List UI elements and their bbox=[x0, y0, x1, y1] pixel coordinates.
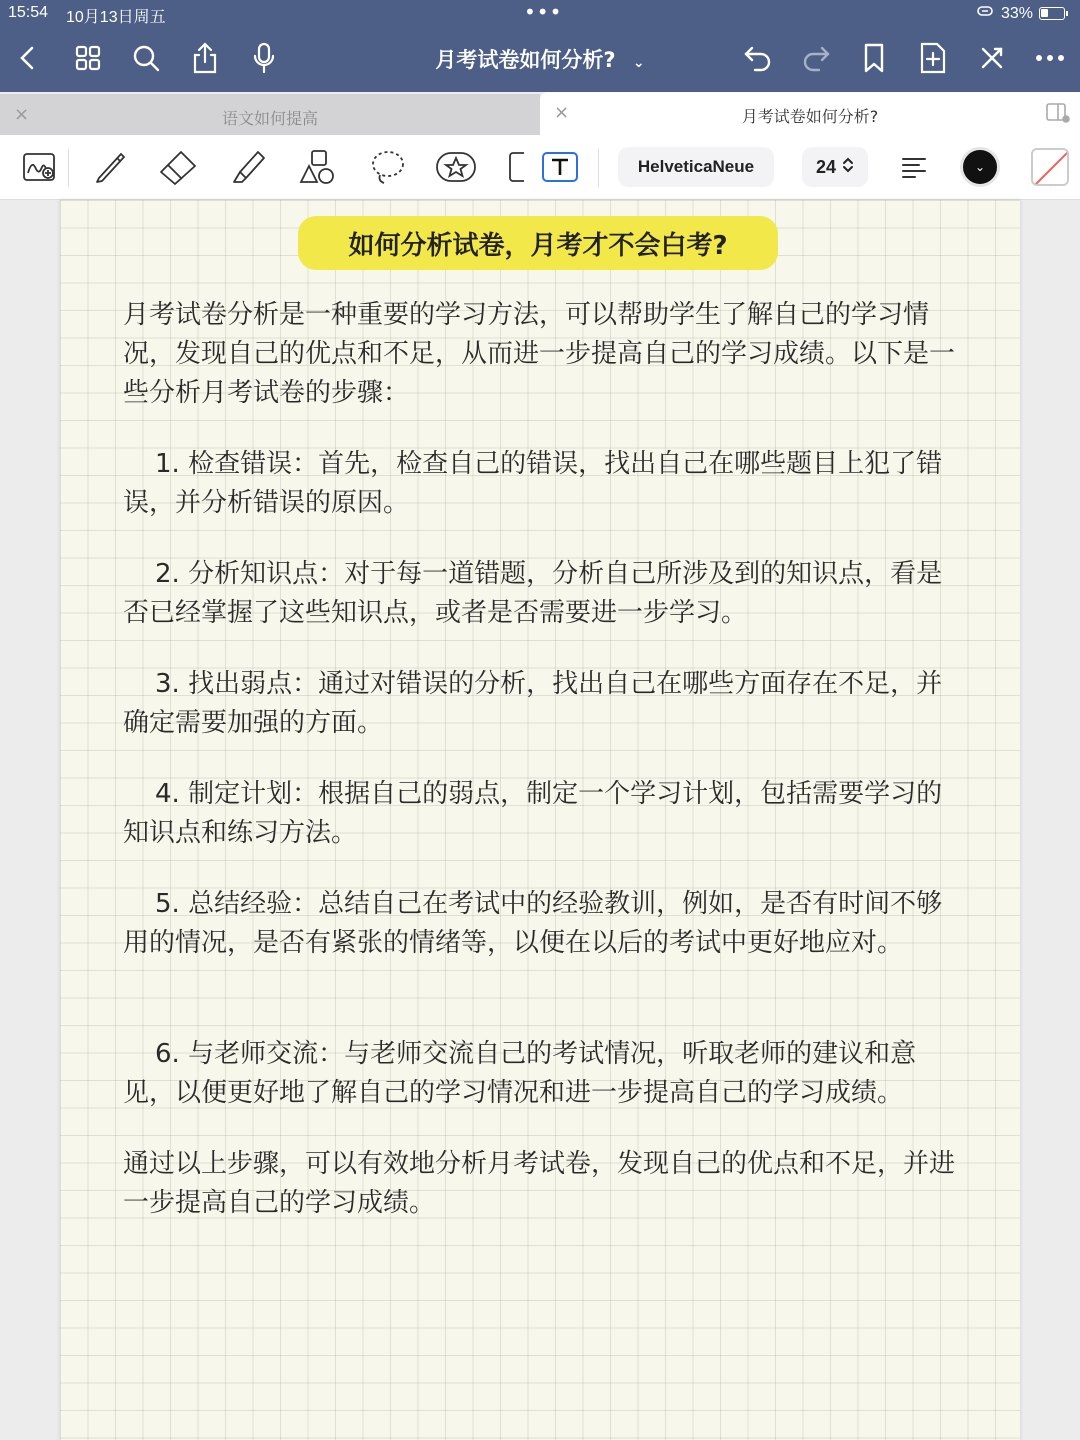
bookmark-icon[interactable] bbox=[856, 40, 892, 76]
step-3[interactable]: 3. 找出弱点：通过对错误的分析，找出自己在哪些方面存在不足，并确定需要加强的方面。 bbox=[123, 669, 943, 738]
step-4[interactable]: 4. 制定计划：根据自己的弱点，制定一个学习计划，包括需要学习的知识点和练习方法。 bbox=[123, 779, 943, 848]
color-picker-button[interactable] bbox=[960, 147, 1000, 187]
undo-icon[interactable] bbox=[740, 40, 776, 76]
step-5[interactable]: 5. 总结经验：总结自己在考试中的经验教训，例如，是否有时间不够用的情况，是否有紧张的情绪等，以便在以后的考试中更好地应对。 bbox=[123, 889, 943, 958]
chevron-down-icon: ⌄ bbox=[974, 160, 986, 174]
font-size-stepper[interactable] bbox=[802, 147, 868, 187]
tool-bar bbox=[0, 135, 1080, 200]
redo-icon[interactable] bbox=[798, 40, 834, 76]
step-6[interactable]: 6. 与老师交流：与老师交流自己的考试情况，听取老师的建议和意见，以便更好地了解自己的学习情况和进一步提高自己的学习成绩。 bbox=[123, 1039, 917, 1108]
lasso-icon[interactable] bbox=[366, 145, 410, 189]
search-icon[interactable] bbox=[128, 40, 164, 76]
conclusion-paragraph[interactable]: 通过以上步骤，可以有效地分析月考试卷，发现自己的优点和不足，并进一步提高自己的学习成绩。 bbox=[123, 1149, 956, 1218]
pen-icon[interactable] bbox=[88, 145, 132, 189]
status-right bbox=[975, 4, 1068, 23]
tab-chinese[interactable] bbox=[0, 94, 540, 135]
share-icon[interactable] bbox=[187, 40, 223, 76]
tab-label: 语文如何提高 bbox=[221, 109, 318, 128]
link-icon bbox=[975, 4, 995, 23]
close-icon[interactable]: × bbox=[554, 102, 570, 123]
more-icon[interactable] bbox=[1032, 40, 1068, 76]
tab-bar bbox=[0, 92, 1080, 135]
align-left-icon[interactable] bbox=[892, 145, 936, 189]
font-family-button[interactable]: HelveticaNeue bbox=[618, 147, 774, 187]
top-bar bbox=[0, 0, 1080, 92]
handwriting-icon[interactable] bbox=[18, 145, 62, 189]
tab-monthly-exam[interactable] bbox=[540, 92, 1080, 135]
document-title[interactable]: 月考试卷如何分析? ⌄ bbox=[435, 48, 645, 72]
microphone-icon[interactable] bbox=[246, 40, 282, 76]
battery-percent: 33% bbox=[1000, 4, 1033, 22]
highlighter-icon[interactable] bbox=[226, 145, 270, 189]
battery-icon bbox=[1039, 7, 1065, 20]
status-time: 15:54 bbox=[8, 4, 49, 21]
step-1[interactable]: 1. 检查错误：首先，检查自己的错误，找出自己在哪些题目上犯了错误，并分析错误的原因。 bbox=[123, 449, 943, 518]
multitasking-dots[interactable]: ••• bbox=[524, 0, 563, 24]
split-view-icon[interactable] bbox=[1046, 102, 1070, 128]
text-tool-icon[interactable] bbox=[538, 145, 582, 189]
status-date: 10月13日周五 bbox=[66, 9, 166, 26]
step-2[interactable]: 2. 分析知识点：对于每一道错题，分析自己所涉及到的知识点，看是否已经掌握了这些知识点，或者是否需要进一步学习。 bbox=[123, 559, 943, 628]
add-page-icon[interactable] bbox=[915, 40, 951, 76]
close-edit-icon[interactable] bbox=[974, 40, 1010, 76]
font-size-value: 24 bbox=[815, 156, 837, 177]
fill-none-icon[interactable] bbox=[1031, 148, 1069, 186]
highlighted-title[interactable]: 如何分析试卷，月考才不会白考? bbox=[298, 216, 778, 270]
tab-label: 月考试卷如何分析? bbox=[741, 107, 879, 126]
close-icon[interactable]: × bbox=[14, 104, 30, 125]
eraser-icon[interactable] bbox=[156, 145, 200, 189]
back-icon[interactable] bbox=[10, 40, 46, 76]
chevron-updown-icon bbox=[842, 156, 854, 179]
intro-paragraph[interactable]: 月考试卷分析是一种重要的学习方法，可以帮助学生了解自己的学习情况，发现自己的优点和不足，从而进一步提高自己的学习成绩。以下是一些分析月考试卷的步骤： bbox=[123, 300, 956, 408]
image-icon[interactable] bbox=[504, 145, 524, 189]
shapes-icon[interactable] bbox=[296, 145, 340, 189]
chevron-down-icon: ⌄ bbox=[632, 55, 645, 71]
sticker-icon[interactable] bbox=[434, 145, 478, 189]
grid-icon[interactable] bbox=[70, 40, 106, 76]
